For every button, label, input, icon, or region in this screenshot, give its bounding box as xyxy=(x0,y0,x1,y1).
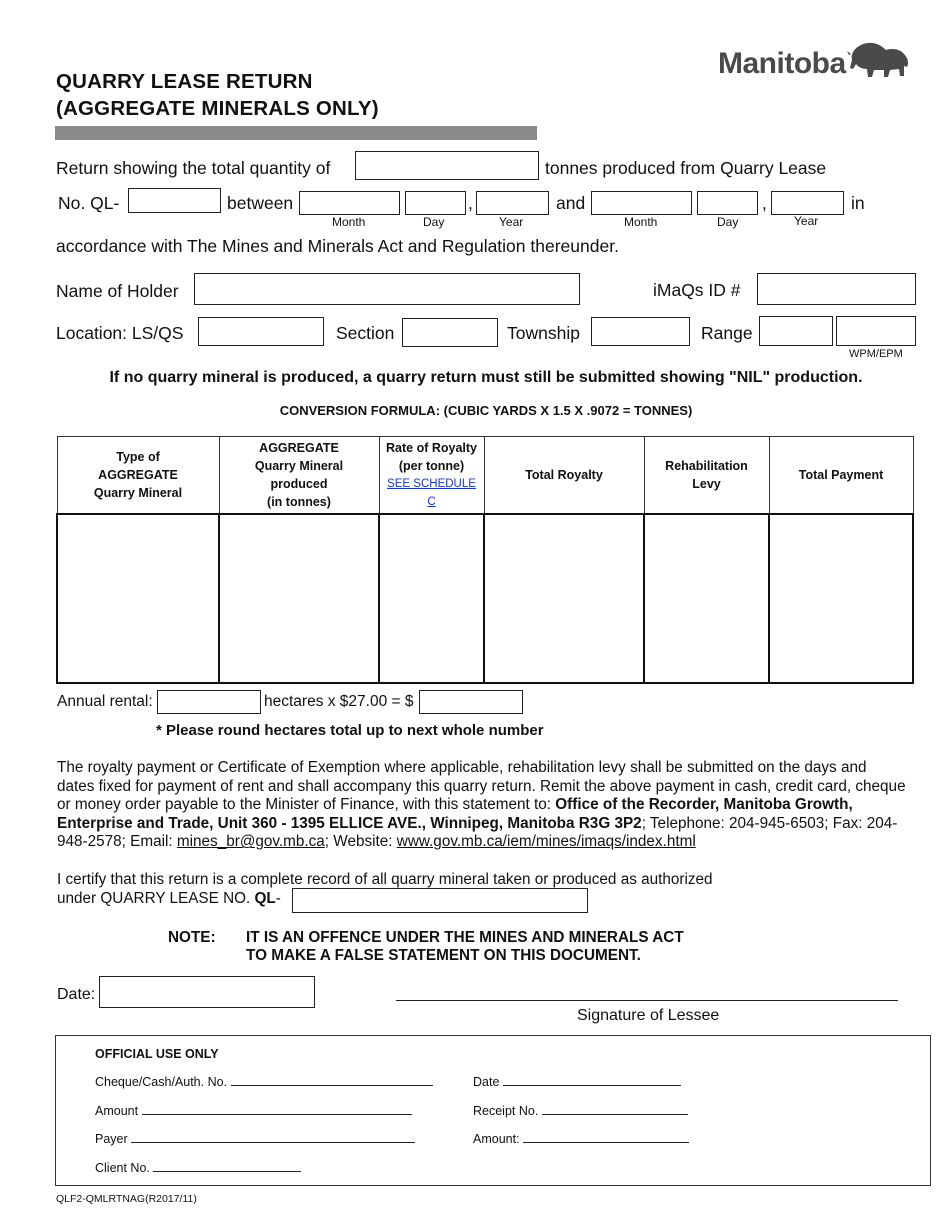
section-input[interactable] xyxy=(402,318,498,347)
payer-line xyxy=(131,1131,415,1143)
client-line xyxy=(153,1160,301,1172)
payer-label: Payer xyxy=(95,1132,128,1146)
amount-field[interactable] xyxy=(95,1103,412,1118)
nil-production-notice: If no quarry mineral is produced, a quarry return must still be submitted showing "NIL" production. xyxy=(109,369,863,386)
intro-text-tonnes: tonnes produced from Quarry Lease xyxy=(545,158,827,178)
contact-text: ; Telephone: 204-945-6503; Fax: 204-948-2578; Email: xyxy=(57,814,898,851)
start-day-input[interactable] xyxy=(405,191,466,215)
wpm-epm-input[interactable] xyxy=(836,316,916,346)
in-label: in xyxy=(851,193,865,213)
amount2-line xyxy=(523,1131,689,1143)
client-field[interactable] xyxy=(95,1160,301,1175)
date-comma: , xyxy=(468,193,473,213)
receipt-field[interactable] xyxy=(473,1103,688,1118)
cell-type-input[interactable] xyxy=(57,514,219,683)
cell-total-payment-input[interactable] xyxy=(769,514,913,683)
name-of-holder-label: Name of Holder xyxy=(56,281,179,301)
date-input[interactable] xyxy=(99,976,315,1008)
client-label: Client No. xyxy=(95,1161,150,1175)
receipt-line xyxy=(542,1103,688,1115)
certify-line1: I certify that this return is a complete record of all quarry mineral taken or produced as authorized xyxy=(57,871,713,888)
payment-instructions xyxy=(57,759,907,852)
cell-quantity-input[interactable] xyxy=(219,514,379,683)
cell-total-royalty-input[interactable] xyxy=(484,514,644,683)
end-year-input[interactable] xyxy=(771,191,844,215)
amount2-label: Amount: xyxy=(473,1132,520,1146)
header-type-of-aggregate xyxy=(57,437,219,515)
header-levy-l2: Levy xyxy=(692,477,721,491)
hectares-input[interactable] xyxy=(157,690,261,714)
start-day-caption: Day xyxy=(423,215,445,229)
location-label: Location: LS/QS xyxy=(56,323,184,343)
official-use-title: OFFICIAL USE ONLY xyxy=(95,1047,219,1061)
end-day-input[interactable] xyxy=(697,191,758,215)
date-field[interactable] xyxy=(473,1074,681,1089)
cheque-line xyxy=(231,1074,433,1086)
table-header-row xyxy=(57,437,913,515)
official-date-line xyxy=(503,1074,681,1086)
instructions-text: The royalty payment or Certificate of Exemption where applicable, rehabilitation levy shall be submitted on the days and dates fixed for payment of rent and shall accompany this quarry return. Remit the above payment in cash, credit card, cheque or money order payable to the Minister of Finance, with this statement to: xyxy=(57,759,906,814)
name-of-holder-input[interactable] xyxy=(194,273,580,305)
logo-wordmark: Manitoba xyxy=(718,47,846,80)
header-quantity-l2: Quarry Mineral xyxy=(254,459,344,473)
range-input[interactable] xyxy=(759,316,833,346)
header-quantity-l1: AGGREGATE xyxy=(259,441,339,455)
and-label: and xyxy=(556,193,586,213)
header-total-payment: Total Payment xyxy=(769,437,913,515)
form-code: QLF2-QMLRTNAG(R2017/11) xyxy=(56,1193,197,1205)
rental-amount-input[interactable] xyxy=(419,690,523,714)
signature-label: Signature of Lessee xyxy=(577,1007,720,1024)
round-hectares-note: * Please round hectares total up to next whole number xyxy=(156,722,544,739)
township-label: Township xyxy=(507,323,580,343)
cell-rate-input[interactable] xyxy=(379,514,484,683)
date-label: Date: xyxy=(57,986,96,1003)
header-type-text: Type of AGGREGATE Quarry Mineral xyxy=(93,450,183,500)
signature-line[interactable] xyxy=(396,1000,898,1001)
hectares-rate-label: hectares x $27.00 = $ xyxy=(264,693,414,710)
amount-label: Amount xyxy=(95,1104,139,1118)
header-quantity-l4: (in tonnes) xyxy=(267,495,331,509)
royalty-table xyxy=(56,436,914,684)
form-title-line1: QUARRY LEASE RETURN xyxy=(56,70,313,93)
header-total-royalty: Total Royalty xyxy=(484,437,644,515)
payer-field[interactable] xyxy=(95,1131,415,1146)
table-row xyxy=(57,514,913,683)
intro-text-quantity: Return showing the total quantity of xyxy=(56,158,331,178)
start-year-input[interactable] xyxy=(476,191,549,215)
form-title-line2: (AGGREGATE MINERALS ONLY) xyxy=(56,97,379,120)
location-lsqs-input[interactable] xyxy=(198,317,324,346)
receipt-label: Receipt No. xyxy=(473,1104,539,1118)
header-rate-l2: (per tonne) xyxy=(398,459,465,473)
cheque-label: Cheque/Cash/Auth. No. xyxy=(95,1075,228,1089)
header-levy-l1: Rehabilitation xyxy=(665,459,748,473)
cheque-field[interactable] xyxy=(95,1074,433,1089)
wpm-epm-caption: WPM/EPM xyxy=(849,348,903,360)
amount-line xyxy=(142,1103,412,1115)
website-prefix: ; Website: xyxy=(324,833,397,851)
intro-text-act: accordance with The Mines and Minerals Act and Regulation thereunder. xyxy=(56,236,619,256)
note-line2: TO MAKE A FALSE STATEMENT ON THIS DOCUMENT. xyxy=(246,947,641,964)
date-comma: , xyxy=(762,193,767,213)
header-rate-l1: Rate of Royalty xyxy=(386,441,477,455)
email-link[interactable]: mines_br@gov.mb.ca xyxy=(176,833,325,851)
amount2-field[interactable] xyxy=(473,1131,689,1146)
start-year-caption: Year xyxy=(499,215,524,229)
official-use-box xyxy=(55,1035,931,1186)
note-line1: IT IS AN OFFENCE UNDER THE MINES AND MINERALS ACT xyxy=(246,929,684,946)
official-date-label: Date xyxy=(473,1075,500,1089)
annual-rental-label: Annual rental: xyxy=(57,693,153,710)
total-quantity-input[interactable] xyxy=(355,151,539,180)
header-quantity-l3: produced xyxy=(270,477,328,491)
no-ql-label: No. QL- xyxy=(58,193,120,213)
certify-ql-bold: QL xyxy=(254,889,276,907)
start-month-caption: Month xyxy=(332,215,366,229)
manitoba-logo xyxy=(718,40,914,88)
conversion-formula: CONVERSION FORMULA: (CUBIC YARDS X 1.5 X .9072 = TONNES) xyxy=(279,403,693,418)
recorder-address: Office of the Recorder, Manitoba Growth, Enterprise and Trade, Unit 360 - 1395 ELLICE AVE., Winnipeg, Manitoba R3G 3P2 xyxy=(57,796,853,832)
end-month-input[interactable] xyxy=(591,191,692,215)
bison-icon xyxy=(846,40,914,80)
certify-ql-input[interactable] xyxy=(292,888,588,913)
end-day-caption: Day xyxy=(717,215,739,229)
section-label: Section xyxy=(336,323,395,343)
certify-dash: - xyxy=(275,889,281,907)
start-month-input[interactable] xyxy=(299,191,400,215)
township-input[interactable] xyxy=(591,317,690,346)
imaqs-id-input[interactable] xyxy=(757,273,916,305)
cell-levy-input[interactable] xyxy=(644,514,769,683)
header-rate-of-royalty xyxy=(379,437,484,515)
range-label: Range xyxy=(701,323,753,343)
ql-number-input[interactable] xyxy=(128,188,221,213)
end-month-caption: Month xyxy=(624,215,658,229)
website-link[interactable]: www.gov.mb.ca/iem/mines/imaqs/index.html xyxy=(396,833,696,851)
between-label: between xyxy=(227,193,294,213)
title-divider-bar xyxy=(55,126,537,140)
note-label: NOTE: xyxy=(168,929,216,946)
end-year-caption: Year xyxy=(794,214,819,228)
header-quantity-produced xyxy=(219,437,379,515)
certify-line2-text: under QUARRY LEASE NO. xyxy=(57,889,255,907)
see-schedule-c-link[interactable]: SEE SCHEDULE C xyxy=(387,478,476,508)
header-rehabilitation-levy xyxy=(644,437,769,515)
imaqs-id-label: iMaQs ID # xyxy=(653,280,741,300)
